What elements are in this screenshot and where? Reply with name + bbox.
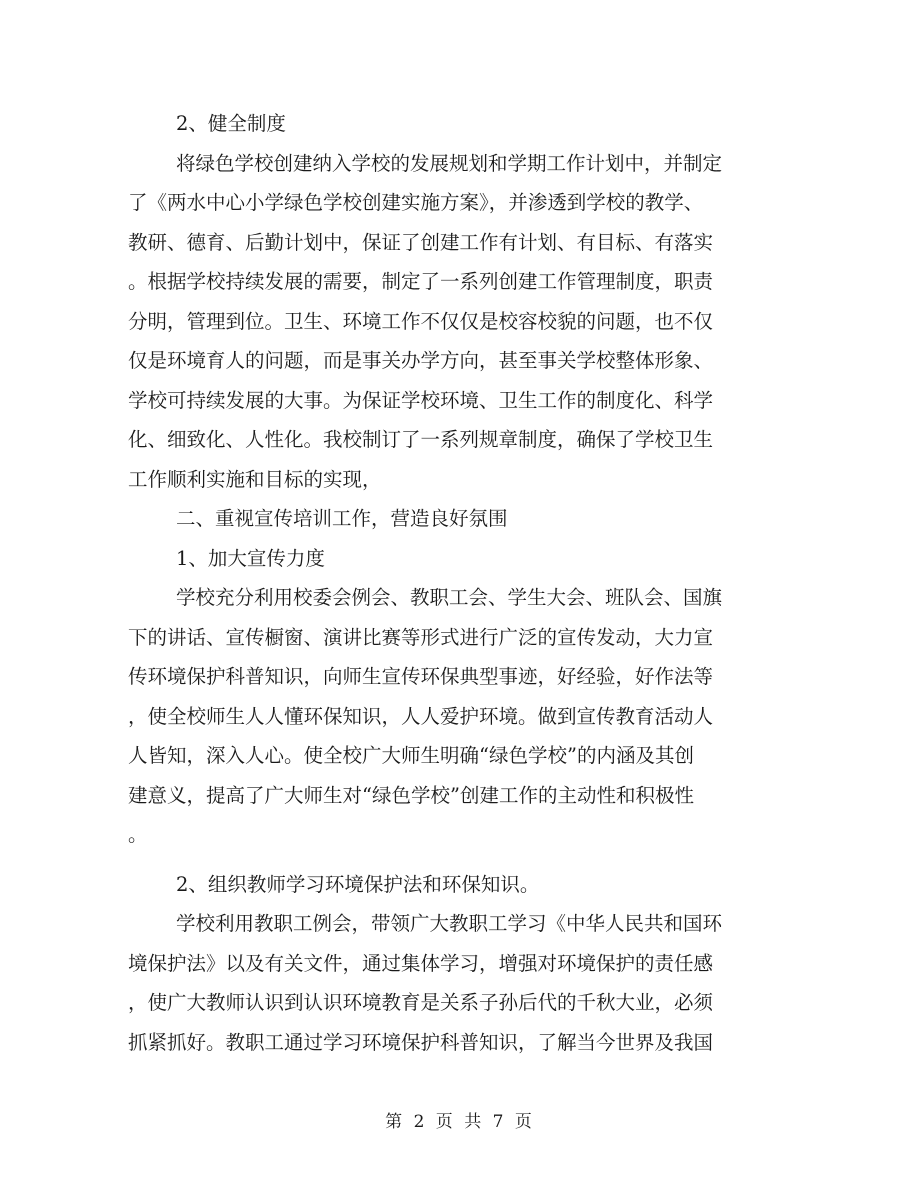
paragraph-line: 了《两水中心小学绿色学校创建实施方案》，并渗透到学校的教学、 bbox=[128, 191, 704, 214]
section-heading: 2、健全制度 bbox=[176, 112, 286, 135]
section-heading: 1、加大宣传力度 bbox=[176, 546, 325, 570]
page-number-footer: 第 2 页 共 7 页 bbox=[385, 1112, 535, 1132]
paragraph-line: ，使广大教师认识到认识环境教育是关系子孙后代的千秋大业，必须 bbox=[128, 991, 714, 1014]
paragraph-line: 建意义，提高了广大师生对“绿色学校”创建工作的主动性和积极性 bbox=[128, 783, 694, 807]
paragraph-line: 传环境保护科普知识，向师生宣传环保典型事迹，好经验，好作法等 bbox=[128, 665, 714, 688]
paragraph-line: 将绿色学校创建纳入学校的发展规划和学期工作计划中，并制定 bbox=[176, 151, 723, 175]
paragraph-line: 教研、德育、后勤计划中，保证了创建工作有计划、有目标、有落实 bbox=[128, 230, 714, 254]
paragraph-line: 工作顺利实施和目标的实现， bbox=[128, 467, 382, 491]
paragraph-line: 学校充分利用校委会例会、教职工会、学生大会、班队会、国旗 bbox=[176, 586, 723, 609]
paragraph-line: 学校利用教职工例会，带领广大教职工学习《中华人民共和国环 bbox=[176, 912, 723, 935]
document-body bbox=[128, 104, 776, 1062]
paragraph-line: 抓紧抓好。教职工通过学习环境保护科普知识，了解当今世界及我国 bbox=[128, 1030, 714, 1054]
paragraph-line: 。 bbox=[128, 823, 148, 846]
paragraph-line: ，使全校师生人人懂环保知识，人人爱护环境。做到宣传教育活动人 bbox=[128, 704, 714, 728]
section-heading: 2、组织教师学习环境保护法和环保知识。 bbox=[176, 872, 540, 896]
paragraph-line: 分明，管理到位。卫生、环境工作不仅仅是校容校貌的问题，也不仅 bbox=[128, 309, 714, 333]
paragraph-line: 化、细致化、人性化。我校制订了一系列规章制度，确保了学校卫生 bbox=[128, 428, 714, 451]
paragraph-line: 学校可持续发展的大事。为保证学校环境、卫生工作的制度化、科学 bbox=[128, 388, 714, 412]
paragraph-line: 。根据学校持续发展的需要，制定了一系列创建工作管理制度，职责 bbox=[128, 270, 714, 293]
paragraph-line: 境保护法》以及有关文件，通过集体学习，增强对环境保护的责任感 bbox=[128, 951, 714, 975]
paragraph-line: 人皆知，深入人心。使全校广大师生明确“绿色学校”的内涵及其创 bbox=[128, 744, 694, 767]
paragraph-line: 仅是环境育人的问题，而是事关办学方向，甚至事关学校整体形象、 bbox=[128, 349, 714, 372]
paragraph-gap bbox=[128, 855, 776, 865]
section-heading: 二、重视宣传培训工作，营造良好氛围 bbox=[176, 507, 508, 530]
paragraph-line: 下的讲话、宣传橱窗、演讲比赛等形式进行广泛的宣传发动，大力宣 bbox=[128, 625, 714, 649]
